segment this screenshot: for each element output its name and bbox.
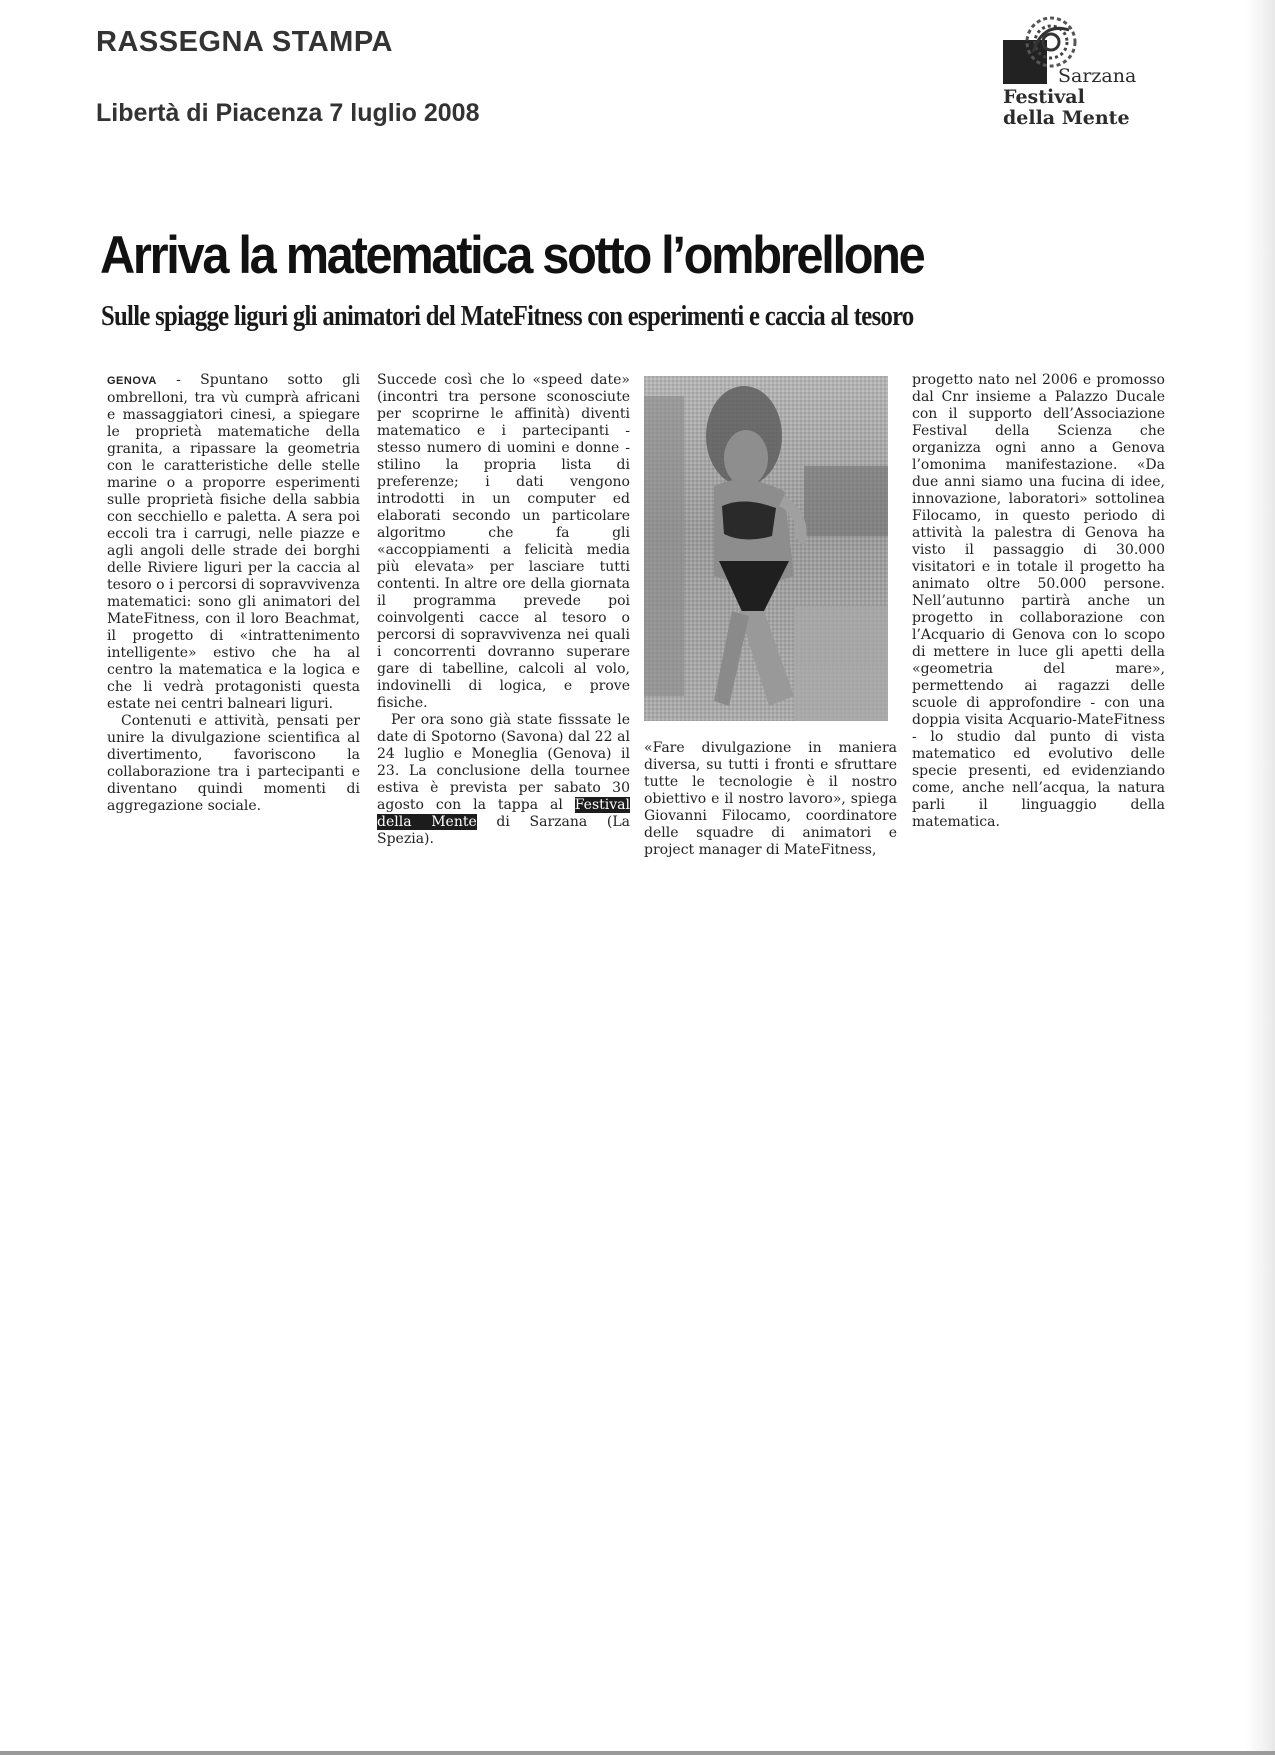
beach-photo-image <box>644 376 888 721</box>
press-review-label: RASSEGNA STAMPA <box>96 26 393 58</box>
festival-highlight: Festival della Mente <box>377 797 630 830</box>
column-1-paragraph-2: Contenuti e attività, pensati per unire la divulgazione scientifica al divertimento, favoriscono la collaborazione tra i partecipanti e diventano quindi momenti di aggregazione sociale. <box>107 713 360 814</box>
column-3-paragraph-1: «Fare divulgazione in maniera diversa, su tutti i fronti e sfruttare tutte le tecnologie è il nostro obiettivo e il nostro lavoro», spiega Giovanni Filocamo, coordinatore delle squadre di animatori e project manager di MateFitness, <box>644 740 897 858</box>
logo-festival: Festival <box>1003 86 1085 108</box>
article-subheadline: Sulle spiagge liguri gli animatori del MateFitness con esperimenti e caccia al tesoro <box>101 300 914 332</box>
press-review-header <box>96 26 479 128</box>
dateline: GENOVA <box>107 375 157 387</box>
column-2-paragraph-1: Succede così che lo «speed date» (incontri tra persone sconosciute per scoprirne le affinità) diventi matematico e i partecipanti - stesso numero di uomini e donne - stilino la propria lista di preferenze; i dati vengono introdotti in un computer ed elaborati secondo un particolare algoritmo che fa gli «accoppiamenti a felicità media più elevata» per lasciare tutti contenti. In altre ore della giornata il programma prevede poi coinvolgenti cacce al tesoro o percorsi di sopravvivenza nei quali i concorrenti dovranno superare gare di tabelline, calcoli al volo, indovinelli di logica, e prove fisiche. <box>377 372 630 711</box>
scan-page-edge <box>1245 0 1275 1755</box>
festival-logo <box>1003 12 1173 142</box>
column-2-paragraph-2-end: di Sarzana (La Spezia). <box>377 814 630 847</box>
article-headline: Arriva la matematica sotto l’ombrellone <box>100 226 924 285</box>
article-column-4 <box>912 372 1165 831</box>
logo-city: Sarzana <box>1058 65 1137 87</box>
article-column-3 <box>644 740 897 859</box>
column-2-paragraph-2-start: Per ora sono già state fisssate le date di Spotorno (Savona) dal 22 al 24 luglio e Moneglia (Genova) il 23. La conclusione della tournee estiva è prevista per sabato 30 agosto con la tappa al <box>377 712 630 813</box>
logo-della-mente: della Mente <box>1003 107 1130 129</box>
column-4-paragraph-1: progetto nato nel 2006 e promosso dal Cnr insieme a Palazzo Ducale con il supporto dell’Associazione Festival della Scienza che organizza ogni anno a Genova l’omonima manifestazione. «Da due anni siamo una fucina di idee, innovazione, laboratori» sottolinea Filocamo, in questo periodo di attività la palestra di Genova ha visto il passaggio di 30.000 visitatori e in totale il progetto ha animato oltre 50.000 persone. Nell’autunno partirà anche un progetto in collaborazione con l’Acquario di Genova con lo scopo di mettere in luce gli apetti della «geometria del mare», permettendo ai ragazzi delle scuole di approfondire - con una doppia visita Acquario-MateFitness - lo studio dal punto di vista matematico ed evolutivo delle specie presenti, ed evidenziando come, anche nell’acqua, la natura parli il linguaggio della matematica. <box>912 372 1165 830</box>
source-and-date: Libertà di Piacenza 7 luglio 2008 <box>96 99 480 127</box>
scan-bottom-edge <box>0 1751 1275 1755</box>
logo-wordmark <box>1003 66 1136 129</box>
beach-photo <box>644 376 888 721</box>
column-1-paragraph-1-text: - Spuntano sotto gli ombrelloni, tra vù cumprà africani e massaggiatori cinesi, a spiegare le proprietà matematiche della granita, a ripassare la geometria con le caratteristiche delle stelle marine o a proporre esperimenti sulle proprietà fisiche della sabbia con secchiello e paletta. A sera poi eccoli tra i carrugi, nelle piazze e agli angoli delle strade dei borghi delle Riviere liguri per la caccia al tesoro o i percorsi di sopravvivenza matematici: sono gli animatori del MateFitness, con il loro Beachmat, il progetto di «intrattenimento intelligente» estivo che ha al centro la matematica e la logica e che li vedrà protagonisti questa estate nei centri balneari liguri. <box>107 372 360 712</box>
article-column-2 <box>377 372 630 848</box>
column-2-paragraph-2 <box>377 712 630 848</box>
column-1-paragraph-1 <box>107 372 360 713</box>
article-column-1 <box>107 372 360 815</box>
